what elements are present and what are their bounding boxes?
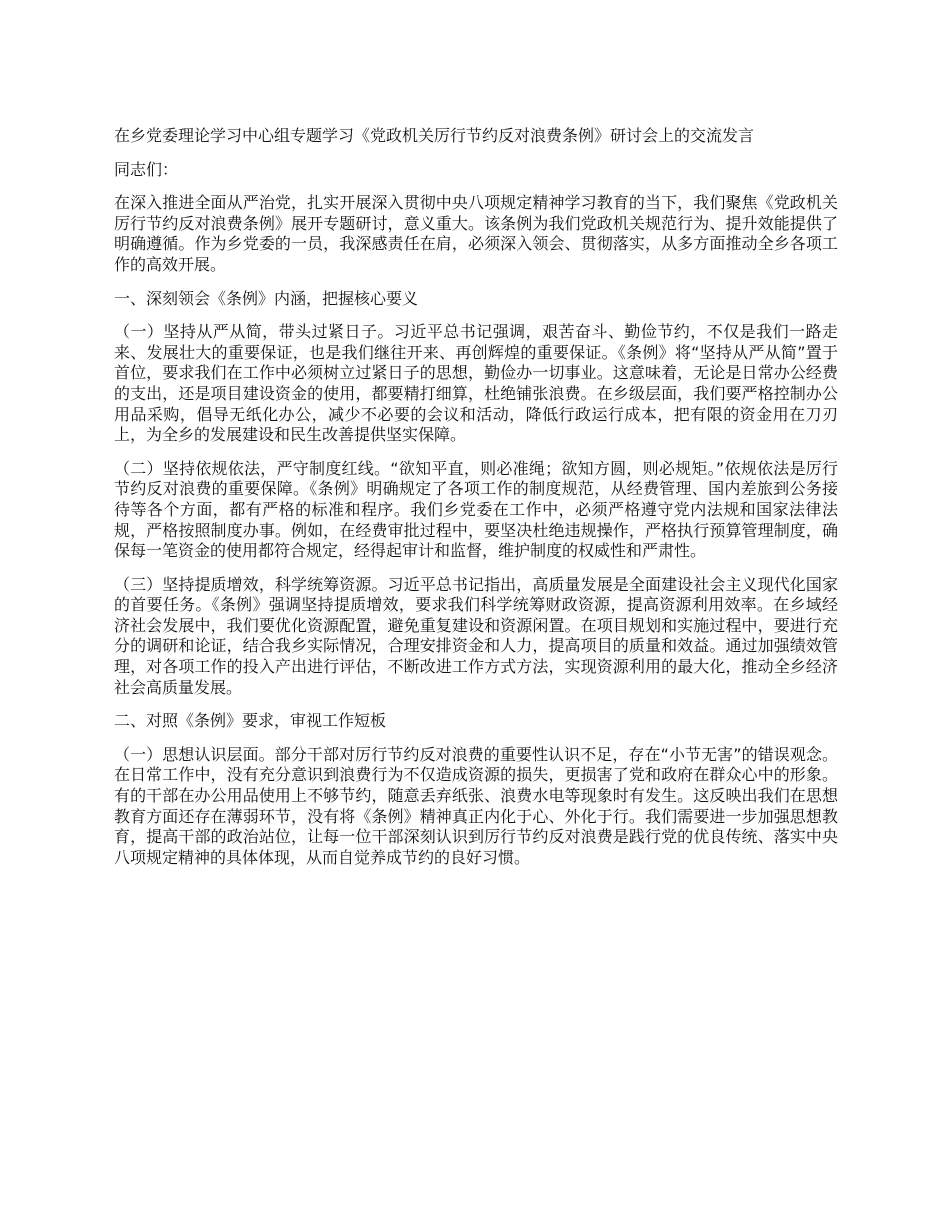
document-body	[114, 126, 838, 881]
paragraph-1-2: （二）坚持依规依法，严守制度红线。“欲知平直，则必准绳；欲知方圆，则必规矩。”依规依法是厉行节约反对浪费的重要保障。《条例》明确规定了各项工作的制度规范，从经费管理、国内差旅到公务接待等各个方面，都有严格的标准和程序。我们乡党委在工作中，必须严格遵守党内法规和国家法律法规，严格按照制度办事。例如，在经费审批过程中，要坚决杜绝违规操作，严格执行预算管理制度，确保每一笔资金的使用都符合规定，经得起审计和监督，维护制度的权威性和严肃性。	[114, 458, 838, 561]
paragraph-intro: 在深入推进全面从严治党，扎实开展深入贯彻中央八项规定精神学习教育的当下，我们聚焦《党政机关厉行节约反对浪费条例》展开专题研讨，意义重大。该条例为我们党政机关规范行为、提升效能提供了明确遵循。作为乡党委的一员，我深感责任在肩，必须深入领会、贯彻落实，从多方面推动全乡各项工作的高效开展。	[114, 193, 838, 274]
section-heading-1: 一、深刻领会《条例》内涵，把握核心要义	[114, 288, 419, 308]
paragraph-1-1: （一）坚持从严从简，带头过紧日子。习近平总书记强调，艰苦奋斗、勤俭节约，不仅是我们一路走来、发展壮大的重要保证，也是我们继往开来、再创辉煌的重要保证。《条例》将“坚持从严从简”置于首位，要求我们在工作中必须树立过紧日子的思想，勤俭办一切事业。这意味着，无论是日常办公经费的支出，还是项目建设资金的使用，都要精打细算，杜绝铺张浪费。在乡级层面，我们要严格控制办公用品采购，倡导无纸化办公，减少不必要的会议和活动，降低行政运行成本，把有限的资金用在刀刃上，为全乡的发展建设和民生改善提供坚实保障。	[114, 322, 838, 445]
salutation: 同志们：	[114, 159, 179, 179]
paragraph-1-3: （三）坚持提质增效，科学统筹资源。习近平总书记指出，高质量发展是全面建设社会主义现代化国家的首要任务。《条例》强调坚持提质增效，要求我们科学统筹财政资源，提高资源利用效率。在乡域经济社会发展中，我们要优化资源配置，避免重复建设和资源闲置。在项目规划和实施过程中，要进行充分的调研和论证，结合我乡实际情况，合理安排资金和人力，提高项目的质量和效益。通过加强绩效管理，对各项工作的投入产出进行评估，不断改进工作方式方法，实现资源利用的最大化，推动全乡经济社会高质量发展。	[114, 574, 838, 697]
section-heading-2: 二、对照《条例》要求，审视工作短板	[114, 711, 387, 731]
paragraph-2-1: （一）思想认识层面。部分干部对厉行节约反对浪费的重要性认识不足，存在“小节无害”的错误观念。在日常工作中，没有充分意识到浪费行为不仅造成资源的损失，更损害了党和政府在群众心中的形象。有的干部在办公用品使用上不够节约，随意丢弃纸张、浪费水电等现象时有发生。这反映出我们在思想教育方面还存在薄弱环节，没有将《条例》精神真正内化于心、外化于行。我们需要进一步加强思想教育，提高干部的政治站位，让每一位干部深刻认识到厉行节约反对浪费是践行党的优良传统、落实中央八项规定精神的具体体现，从而自觉养成节约的良好习惯。	[114, 744, 838, 867]
document-title: 在乡党委理论学习中心组专题学习《党政机关厉行节约反对浪费条例》研讨会上的交流发言	[114, 126, 755, 145]
